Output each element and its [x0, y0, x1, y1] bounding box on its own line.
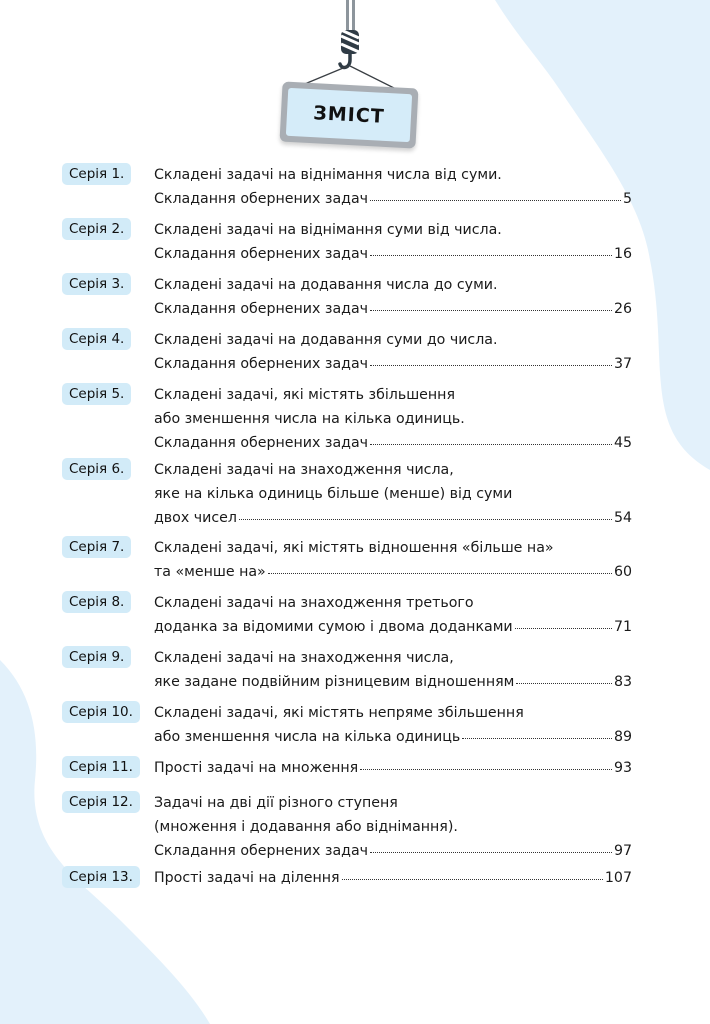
series-badge: Серія 13.	[62, 866, 140, 888]
entry-title-text: Прості задачі на ділення	[154, 870, 340, 886]
entry-title-text: та «менше на»	[154, 564, 266, 580]
series-badge: Серія 6.	[62, 458, 131, 480]
page-number: 107	[604, 870, 632, 886]
entry-title-text: Складання обернених задач	[154, 301, 369, 317]
entry-title-line: яке на кілька одиниць більше (менше) від суми	[154, 486, 513, 502]
page-number: 37	[613, 356, 632, 372]
entry-title-line	[154, 672, 632, 696]
series-badge: Серія 12.	[62, 791, 140, 813]
page-number: 89	[613, 729, 632, 745]
entry-title-line	[154, 244, 632, 268]
entry-title-line: Складені задачі, які містять збільшення	[154, 387, 455, 403]
entry-title	[154, 758, 632, 782]
dot-leader	[515, 627, 612, 629]
entry-title	[154, 593, 632, 641]
dot-leader	[370, 199, 621, 201]
entry-title-line	[154, 617, 632, 641]
entry-title-text: Складання обернених задач	[154, 191, 369, 207]
entry-title-text: доданка за відомими сумою і двома доданками	[154, 619, 513, 635]
entry-title-text: Прості задачі на множення	[154, 760, 359, 776]
entry-title-line: Задачі на дві дії різного ступеня	[154, 795, 398, 811]
entry-title-line: Складені задачі, які містять відношення «більше на»	[154, 540, 554, 556]
entry-title-line	[154, 508, 632, 532]
entry-title-line	[154, 841, 632, 865]
dot-leader	[360, 768, 612, 770]
entry-title	[154, 330, 632, 378]
entry-title-line	[154, 727, 632, 751]
entry-title-line	[154, 433, 632, 457]
page-number: 26	[613, 301, 632, 317]
series-badge: Серія 1.	[62, 163, 131, 185]
page-title: ЗМІСТ	[286, 88, 412, 142]
dot-leader	[370, 309, 612, 311]
entry-title-text: або зменшення числа на кілька одиниць	[154, 729, 461, 745]
page-number: 83	[613, 674, 632, 690]
entry-title	[154, 793, 632, 865]
entry-title	[154, 220, 632, 268]
entry-title-line	[154, 562, 632, 586]
entry-title	[154, 165, 632, 213]
page-number: 60	[613, 564, 632, 580]
dot-leader	[370, 364, 612, 366]
page-number: 97	[613, 843, 632, 859]
series-badge: Серія 2.	[62, 218, 131, 240]
entry-title	[154, 538, 632, 586]
entry-title-line	[154, 189, 632, 213]
series-badge: Серія 8.	[62, 591, 131, 613]
entry-title	[154, 868, 632, 892]
dot-leader	[516, 682, 612, 684]
page-number: 16	[613, 246, 632, 262]
entry-title-text: Складання обернених задач	[154, 356, 369, 372]
entry-title-line: Складені задачі на віднімання числа від суми.	[154, 167, 502, 183]
entry-title-line: Складені задачі на знаходження числа,	[154, 650, 454, 666]
dot-leader	[239, 518, 612, 520]
entry-title	[154, 648, 632, 696]
dot-leader	[370, 254, 612, 256]
series-badge: Серія 10.	[62, 701, 140, 723]
dot-leader	[268, 572, 612, 574]
page-number: 54	[613, 510, 632, 526]
page-number: 5	[622, 191, 632, 207]
entry-title-line: Складені задачі на знаходження третього	[154, 595, 474, 611]
entry-title-line: Складені задачі на віднімання суми від числа.	[154, 222, 502, 238]
entry-title-line	[154, 758, 632, 782]
series-badge: Серія 5.	[62, 383, 131, 405]
entry-title-line	[154, 299, 632, 323]
series-badge: Серія 4.	[62, 328, 131, 350]
entry-title-text: Складання обернених задач	[154, 843, 369, 859]
series-badge: Серія 7.	[62, 536, 131, 558]
page-number: 93	[613, 760, 632, 776]
entry-title-text: двох чисел	[154, 510, 237, 526]
entry-title	[154, 703, 632, 751]
series-badge: Серія 3.	[62, 273, 131, 295]
dot-leader	[370, 443, 612, 445]
entry-title-line: (множення і додавання або віднімання).	[154, 819, 458, 835]
entry-title-text: яке задане подвійним різницевим відношенням	[154, 674, 515, 690]
series-badge: Серія 11.	[62, 756, 140, 778]
entry-title	[154, 460, 632, 532]
entry-title-line: або зменшення числа на кілька одиниць.	[154, 411, 465, 427]
entry-title-line: Складені задачі на знаходження числа,	[154, 462, 454, 478]
series-badge: Серія 9.	[62, 646, 131, 668]
entry-title	[154, 385, 632, 457]
dot-leader	[370, 851, 612, 853]
entry-title-text: Складання обернених задач	[154, 246, 369, 262]
page-number: 71	[613, 619, 632, 635]
entry-title	[154, 275, 632, 323]
entry-title-line: Складені задачі, які містять непряме збільшення	[154, 705, 524, 721]
dot-leader	[342, 878, 603, 880]
entry-title-line: Складені задачі на додавання числа до суми.	[154, 277, 498, 293]
entry-title-line: Складені задачі на додавання суми до числа.	[154, 332, 498, 348]
entry-title-line	[154, 354, 632, 378]
dot-leader	[462, 737, 612, 739]
entry-title-line	[154, 868, 632, 892]
page-number: 45	[613, 435, 632, 451]
entry-title-text: Складання обернених задач	[154, 435, 369, 451]
